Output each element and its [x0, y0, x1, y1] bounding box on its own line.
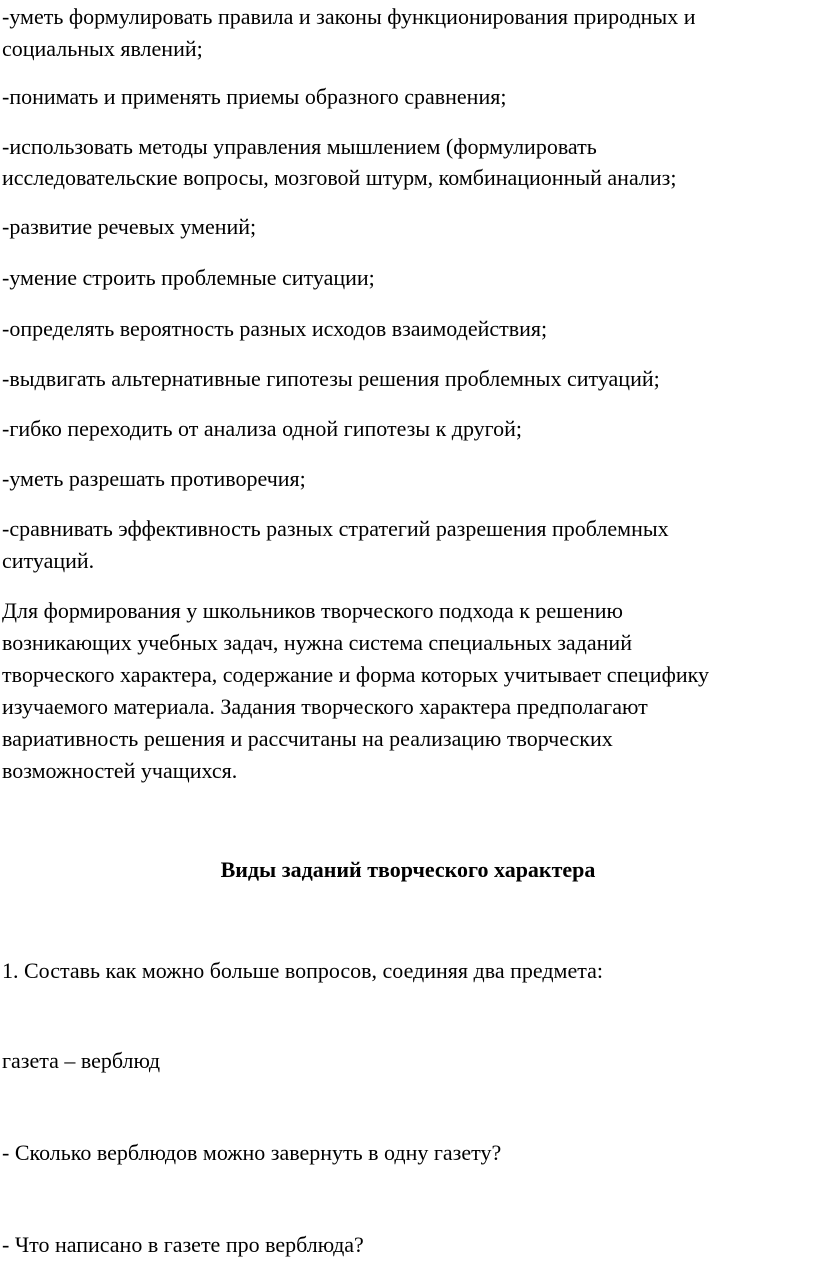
bullet-5: -умение строить проблемные ситуации; [2, 265, 375, 290]
bullet-1-line-1: -уметь формулировать правила и законы функционирования природных и [2, 4, 696, 29]
object-pair: газета – верблюд [2, 1048, 161, 1073]
bullet-4: -развитие речевых умений; [2, 214, 257, 239]
bullet-1-line-2: социальных явлений; [2, 36, 203, 61]
bullet-10-line-2: ситуаций. [2, 548, 95, 573]
bullet-2: -понимать и применять приемы образного сравнения; [2, 84, 507, 109]
task-1: 1. Составь как можно больше вопросов, соединяя два предмета: [2, 958, 603, 983]
bullet-8: -гибко переходить от анализа одной гипотезы к другой; [2, 416, 523, 441]
paragraph-line-1: Для формирования у школьников творческого подхода к решению [2, 598, 623, 623]
question-2: - Что написано в газете про верблюда? [2, 1232, 364, 1257]
section-heading: Виды заданий творческого характера [220, 857, 596, 882]
paragraph-line-6: возможностей учащихся. [2, 758, 238, 783]
bullet-3-line-1: -использовать методы управления мышлением (формулировать [2, 134, 597, 159]
bullet-9: -уметь разрешать противоречия; [2, 466, 306, 491]
bullet-7: -выдвигать альтернативные гипотезы решения проблемных ситуаций; [2, 366, 660, 391]
paragraph-line-3: творческого характера, содержание и форма которых учитывает специфику [2, 662, 709, 687]
bullet-3-line-2: исследовательские вопросы, мозговой штурм, комбинационный анализ; [2, 165, 677, 190]
question-1: - Сколько верблюдов можно завернуть в одну газету? [2, 1140, 502, 1165]
bullet-10-line-1: -сравнивать эффективность разных стратегий разрешения проблемных [2, 516, 669, 541]
paragraph-line-4: изучаемого материала. Задания творческого характера предполагают [2, 694, 648, 719]
paragraph-line-5: вариативность решения и рассчитаны на реализацию творческих [2, 726, 613, 751]
paragraph-line-2: возникающих учебных задач, нужна система специальных заданий [2, 630, 632, 655]
bullet-6: -определять вероятность разных исходов взаимодействия; [2, 316, 548, 341]
